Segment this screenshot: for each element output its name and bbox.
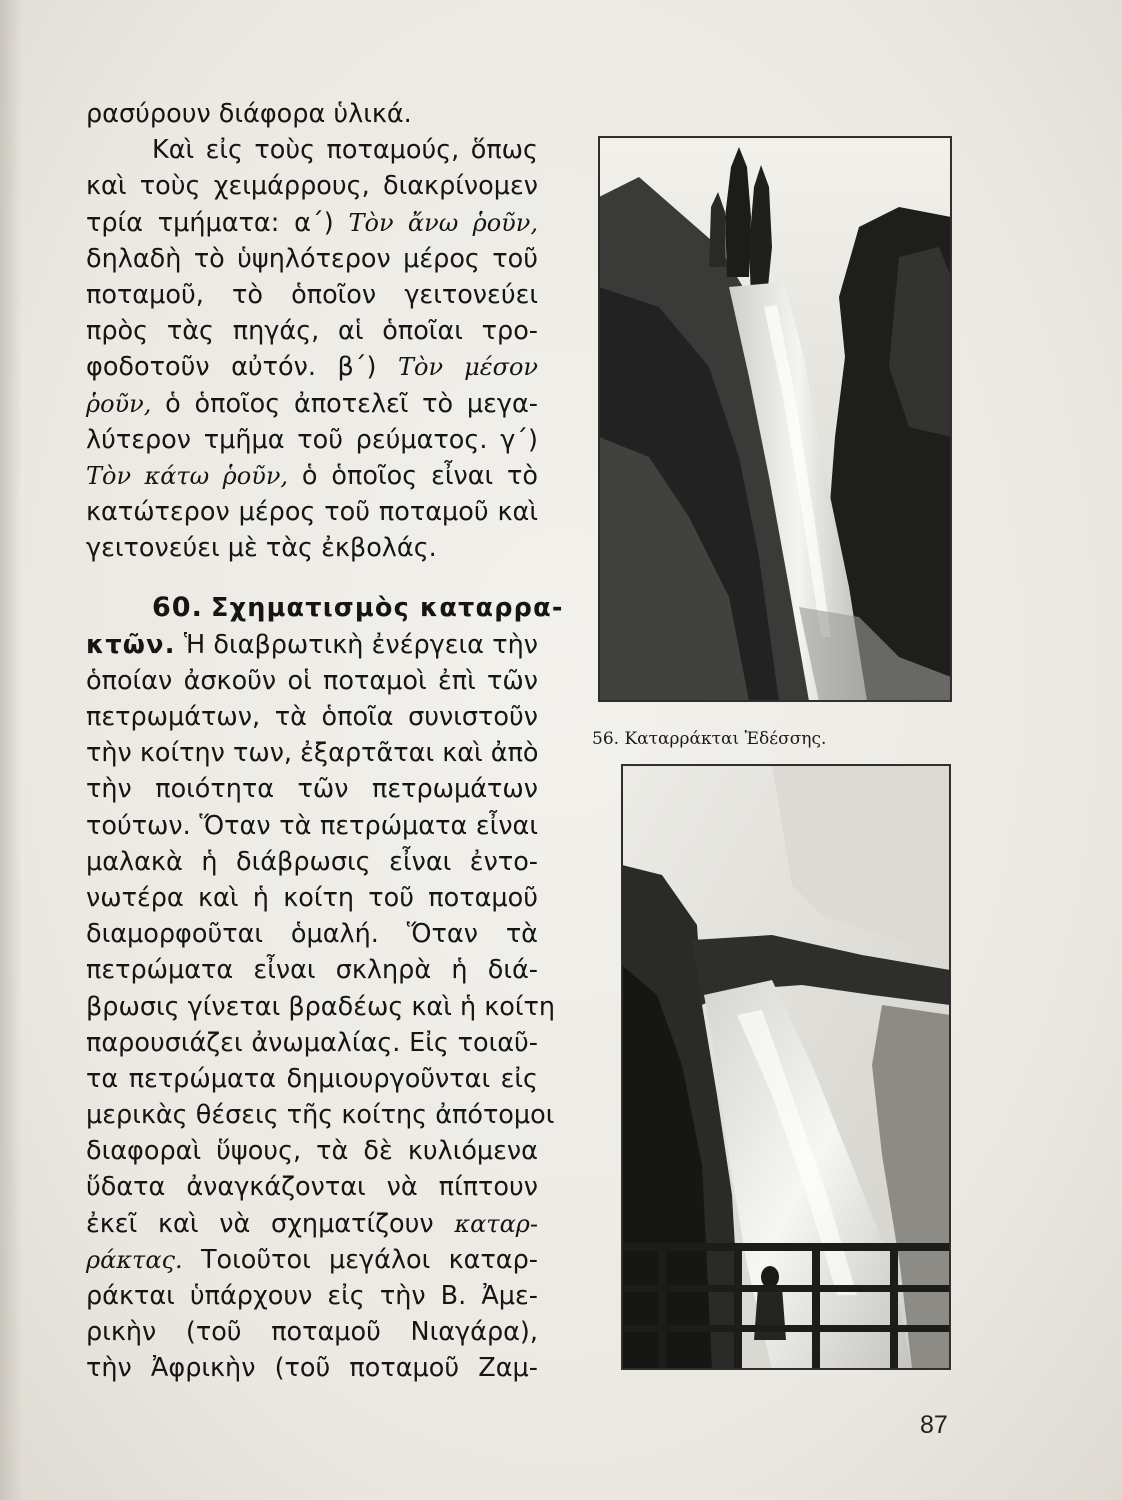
text-line: μαλακὰ ἡ διάβρωσις εἶναι ἐντο- [86,846,538,877]
text-line: ποταμοῦ, τὸ ὁποῖον γειτονεύει [86,279,538,310]
text-line [86,205,538,241]
text-line: πρὸς τὰς πηγάς, αἱ ὁποῖαι τρο- [86,316,538,347]
text-line: τὴν Ἀφρικὴν (τοῦ ποταμοῦ Ζαμ- [86,1353,538,1384]
italic-term: Τὸν ἄνω ῥοῦν, [348,208,538,237]
text-span: τρία τμήματα: α΄) [86,207,349,238]
section-number: 60. [152,592,203,624]
page-number: 87 [920,1411,948,1439]
text-line: ρικὴν (τοῦ ποταμοῦ Νιαγάρα), [86,1317,538,1348]
text-line [86,349,538,385]
text-line: τούτων. Ὅταν τὰ πετρώματα εἶναι [86,810,538,841]
text-line [86,386,538,422]
waterfall-photo-2 [621,764,951,1370]
figure-caption: 56. Καταρράκται Ἐδέσσης. [592,729,827,749]
text-line: τὴν ποιότητα τῶν πετρωμάτων [86,774,538,805]
text-line: τὴν κοίτην των, ἐξαρτᾶται καὶ ἀπὸ [86,738,539,769]
text-line: κατώτερον μέρος τοῦ ποταμοῦ καὶ [86,497,538,528]
text-line [86,458,538,494]
text-line: διαμορφοῦται ὁμαλή. Ὅταν τὰ [86,919,538,950]
waterfall-photo-1-image [599,137,951,701]
italic-term: ῥοῦν, [86,389,152,418]
text-line: πετρώματα εἶναι σκληρὰ ἡ διά- [86,955,538,986]
text-line: ρασύρουν διάφορα ὑλικά. [86,99,412,129]
section-title: κτῶν. [86,629,176,660]
text-line: ράκται ὑπάρχουν εἰς τὴν Β. Ἀμε- [86,1281,538,1311]
text-line: ὁποίαν ἀσκοῦν οἱ ποταμοὶ ἐπὶ τῶν [86,665,538,696]
main-text-column [86,96,564,1387]
text-span: φοδοτοῦν αὐτόν. β΄) [86,352,398,383]
section-heading-line [86,590,564,626]
italic-term: καταρ- [454,1209,538,1238]
text-span: ὁ ὁποῖος εἶναι τὸ [288,460,539,491]
text-line: γειτονεύει μὲ τὰς ἐκβολάς. [86,533,437,564]
text-span: Ἡ διαβρωτικὴ ἐνέργεια τὴν [175,629,538,660]
text-line: ὕδατα ἀναγκάζονται νὰ πίπτουν [86,1172,538,1203]
waterfall-photo-1 [598,136,952,702]
text-line: δηλαδὴ τὸ ὑψηλότερον μέρος τοῦ [86,243,538,274]
text-line [86,1206,538,1242]
italic-term: ράκτας. [86,1245,183,1274]
italic-term: Τὸν μέσον [398,353,538,382]
waterfall-photo-2-image [622,765,950,1369]
text-span: Τοιοῦτοι μεγάλοι καταρ- [182,1244,538,1275]
text-line [86,627,538,663]
page-edge-shadow [0,0,22,1500]
text-line: παρουσιάζει ἀνωμαλίας. Εἰς τοιαῦ- [86,1027,538,1058]
section-title: Σχηματισμὸς καταρρα- [210,593,564,624]
paragraph-gap [86,566,538,590]
text-line: νωτέρα καὶ ἡ κοίτη τοῦ ποταμοῦ [86,882,538,913]
text-span: ἐκεῖ καὶ νὰ σχηματίζουν [86,1208,455,1239]
text-span: ὁ ὁποῖος ἀποτελεῖ τὸ μεγα- [151,388,538,419]
text-line: πετρωμάτων, τὰ ὁποῖα συνιστοῦν [86,702,538,732]
italic-term: Τὸν κάτω ῥοῦν, [86,461,289,490]
text-line: λύτερον τμῆμα τοῦ ρεύματος. γ΄) [86,424,538,455]
text-line: Καὶ εἰς τοὺς ποταμούς, ὅπως [152,135,538,166]
text-line: μερικὰς θέσεις τῆς κοίτης ἀπότομοι [86,1100,555,1131]
text-line: βρωσις γίνεται βραδέως καὶ ἡ κοίτη [86,991,556,1022]
text-line [86,1242,538,1278]
text-line: διαφοραὶ ὕψους, τὰ δὲ κυλιόμενα [86,1136,538,1167]
text-line: τα πετρώματα δημιουργοῦνται εἰς [86,1063,538,1094]
text-line: καὶ τοὺς χειμάρρους, διακρίνομεν [86,171,538,202]
